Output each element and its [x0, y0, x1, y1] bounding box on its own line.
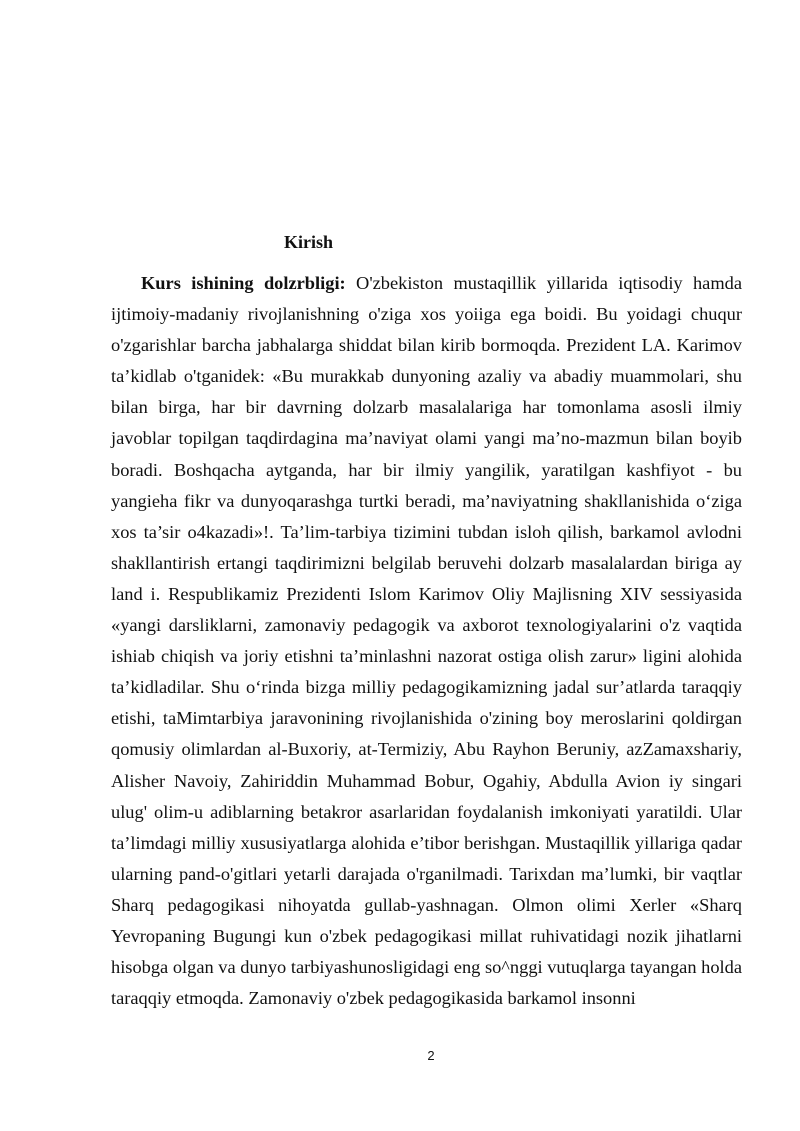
page-number: 2 [427, 1048, 435, 1063]
section-heading: Kirish [284, 232, 334, 252]
body-paragraph [111, 268, 742, 1014]
paragraph-lead: Kurs ishining dolzrbligi: [141, 273, 346, 293]
paragraph-text: O'zbekiston mustaqillik yillarida iqtisodiy hamda ijtimoiy-madaniy rivojlanishning o'ziga xos yoiiga ega boidi. Bu yoidagi chuqur o'zgarishlar barcha jabhalarga shiddat bilan kirib bormoqda. Prezident LA. Karimov ta’kidlab o'tganidek: «Bu murakkab dunyoning azaliy va abadiy muammolari, shu bilan birga, har bir davrning dolzarb masalalariga har tomonlama asosli ilmiy javoblar topilgan taqdirdagina ma’naviyat olami yangi ma’no-mazmun bilan boyib boradi. Boshqacha aytganda, har bir ilmiy yangilik, yaratilgan kashfiyot - bu yangieha fikr va dunyoqarashga turtki beradi, ma’naviyatning shakllanishida o‘ziga xos ta’sir o4kazadi»!. Ta’lim-tarbiya tizimini tubdan isloh qilish, barkamol avlodni shakllantirish ertangi taqdirimizni belgilab beruvehi dolzarb masalalardan biriga ay land i. Respublikamiz Prezidenti Islom Karimov Oliy Majlisning XIV sessiyasida «yangi darsliklarni, zamonaviy pedagogik va axborot texnologiyalarini o'z vaqtida ishiab chiqish va joriy etishni ta’minlashni nazorat ostiga olish zarur» ligini alohida ta’kidladilar. Shu o‘rinda bizga milliy pedagogikamizning jadal sur’atlarda taraqqiy etishi, taMimtarbiya jaravonining rivojlanishida o'zining boy meroslarini qoldirgan qomusiy olimlardan al-Buxoriy, at-Termiziy, Abu Rayhon Beruniy, azZamaxshariy, Alisher Navoiy, Zahiriddin Muhammad Bobur, Ogahiy, Abdulla Avion iy singari ulug' olim-u adiblarning betakror asarlaridan foydalanish imkoniyati yaratildi. Ular ta’limdagi milliy xususiyatlarga alohida e’tibor berishgan. Mustaqillik yillariga qadar ularning pand-o'gitlari yetarli darajada o'rganilmadi. Tarixdan ma’lumki, bir vaqtlar Sharq pedagogikasi nihoyatda gullab-yashnagan. Olmon olimi Xerler «Sharq Yevropaning Bugungi kun o'zbek pedagogikasi millat ruhivatidagi nozik jihatlarni hisobga olgan va dunyo tarbiyashunosligidagi eng so^nggi vutuqlarga tayangan holda taraqqiy etmoqda. Zamonaviy o'zbek pedagogikasida barkamol insonni [111, 273, 743, 1009]
